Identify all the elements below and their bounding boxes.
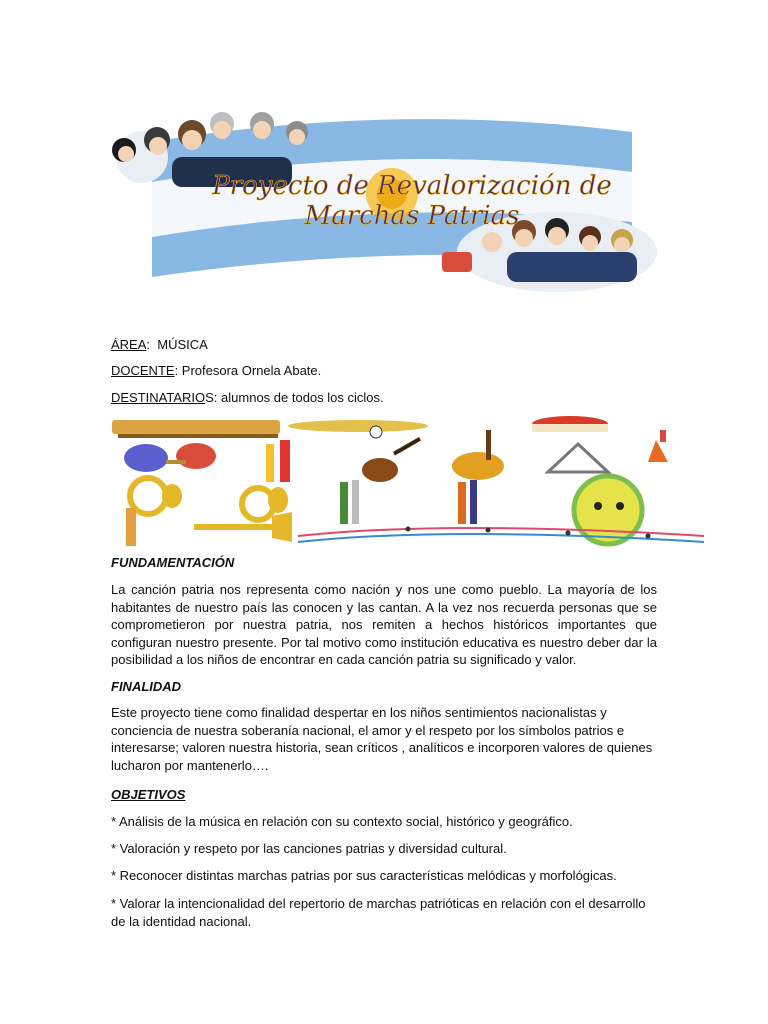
bass-drum-face-icon bbox=[574, 476, 642, 544]
clarinet-icon bbox=[340, 480, 477, 524]
objetivo-item-4: * Valorar la intencionalidad del repertorio de marchas patrióticas en relación con el desarrollo de la identidad nacional. bbox=[111, 896, 646, 929]
objetivo-item-2: * Valoración y respeto por las canciones patrias y diversidad cultural. bbox=[111, 841, 507, 856]
docente-label: DOCENTE bbox=[111, 363, 175, 378]
docente-line bbox=[111, 362, 321, 379]
french-horn-icon bbox=[130, 478, 182, 514]
finalidad-paragraph: Este proyecto tiene como finalidad despertar en los niños sentimientos nacionalistas y conciencia de nuestra soberanía nacional, el amor y el respeto por los símbolos patrios e interesarse; valoren nuestra historia, sean críticos , analíticos e incorporen valores de quienes lucharon por mantenerlo…. bbox=[111, 705, 653, 773]
objetivos-heading: OBJETIVOS bbox=[111, 787, 186, 802]
guitar-icon bbox=[452, 430, 504, 480]
horn-icon bbox=[648, 430, 668, 462]
violin-icon bbox=[362, 437, 421, 482]
xylophone-icon bbox=[112, 420, 280, 438]
trumpet-icon bbox=[194, 512, 292, 542]
music-staff-ribbon-icon bbox=[298, 527, 704, 543]
destinatarios-line bbox=[111, 389, 384, 406]
docente-value: : Profesora Ornela Abate. bbox=[174, 363, 322, 378]
destinatarios-value: S: alumnos de todos los ciclos. bbox=[205, 390, 384, 405]
destinatarios-label: DESTINATARIO bbox=[111, 390, 206, 405]
area-value: MÚSICA bbox=[157, 337, 208, 352]
banner-title-line1: Proyecto de Revalorización de bbox=[212, 171, 612, 201]
claves-icon bbox=[266, 440, 290, 482]
fundamentacion-paragraph: La canción patria nos representa como nación y nos une como pueblo. La mayoría de los habitantes de nuestro país las conocen y las cantan. A la vez nos recuerda personas que se comprometieron por nuestra patria, nos remiten a hechos históricos importantes que configuran nuestro presente. Por tal motivo como institución educativa es nuestro deber dar la posibilidad a los niños de encontrar en cada canción patria su significado y valor. bbox=[111, 582, 657, 667]
objetivo-item-1: * Análisis de la música en relación con su contexto social, histórico y geográfico. bbox=[111, 814, 573, 829]
drum-icon bbox=[532, 416, 608, 432]
project-banner bbox=[112, 102, 664, 302]
recorder-icon bbox=[126, 508, 136, 546]
cymbal-icon bbox=[288, 420, 428, 438]
triangle-instrument-icon bbox=[548, 444, 608, 472]
fundamentacion-heading: FUNDAMENTACIÓN bbox=[111, 555, 235, 570]
maracas-icon bbox=[124, 443, 216, 472]
area-line: ÁREA: MÚSICA bbox=[111, 337, 208, 352]
objetivo-item-3: * Reconocer distintas marchas patrias por sus características melódicas y morfológicas. bbox=[111, 868, 617, 883]
banner-title-line2: Marchas Patrias bbox=[304, 201, 520, 231]
finalidad-heading: FINALIDAD bbox=[111, 679, 182, 694]
musical-instruments-illustration bbox=[108, 412, 706, 552]
area-label: ÁREA bbox=[111, 337, 147, 352]
